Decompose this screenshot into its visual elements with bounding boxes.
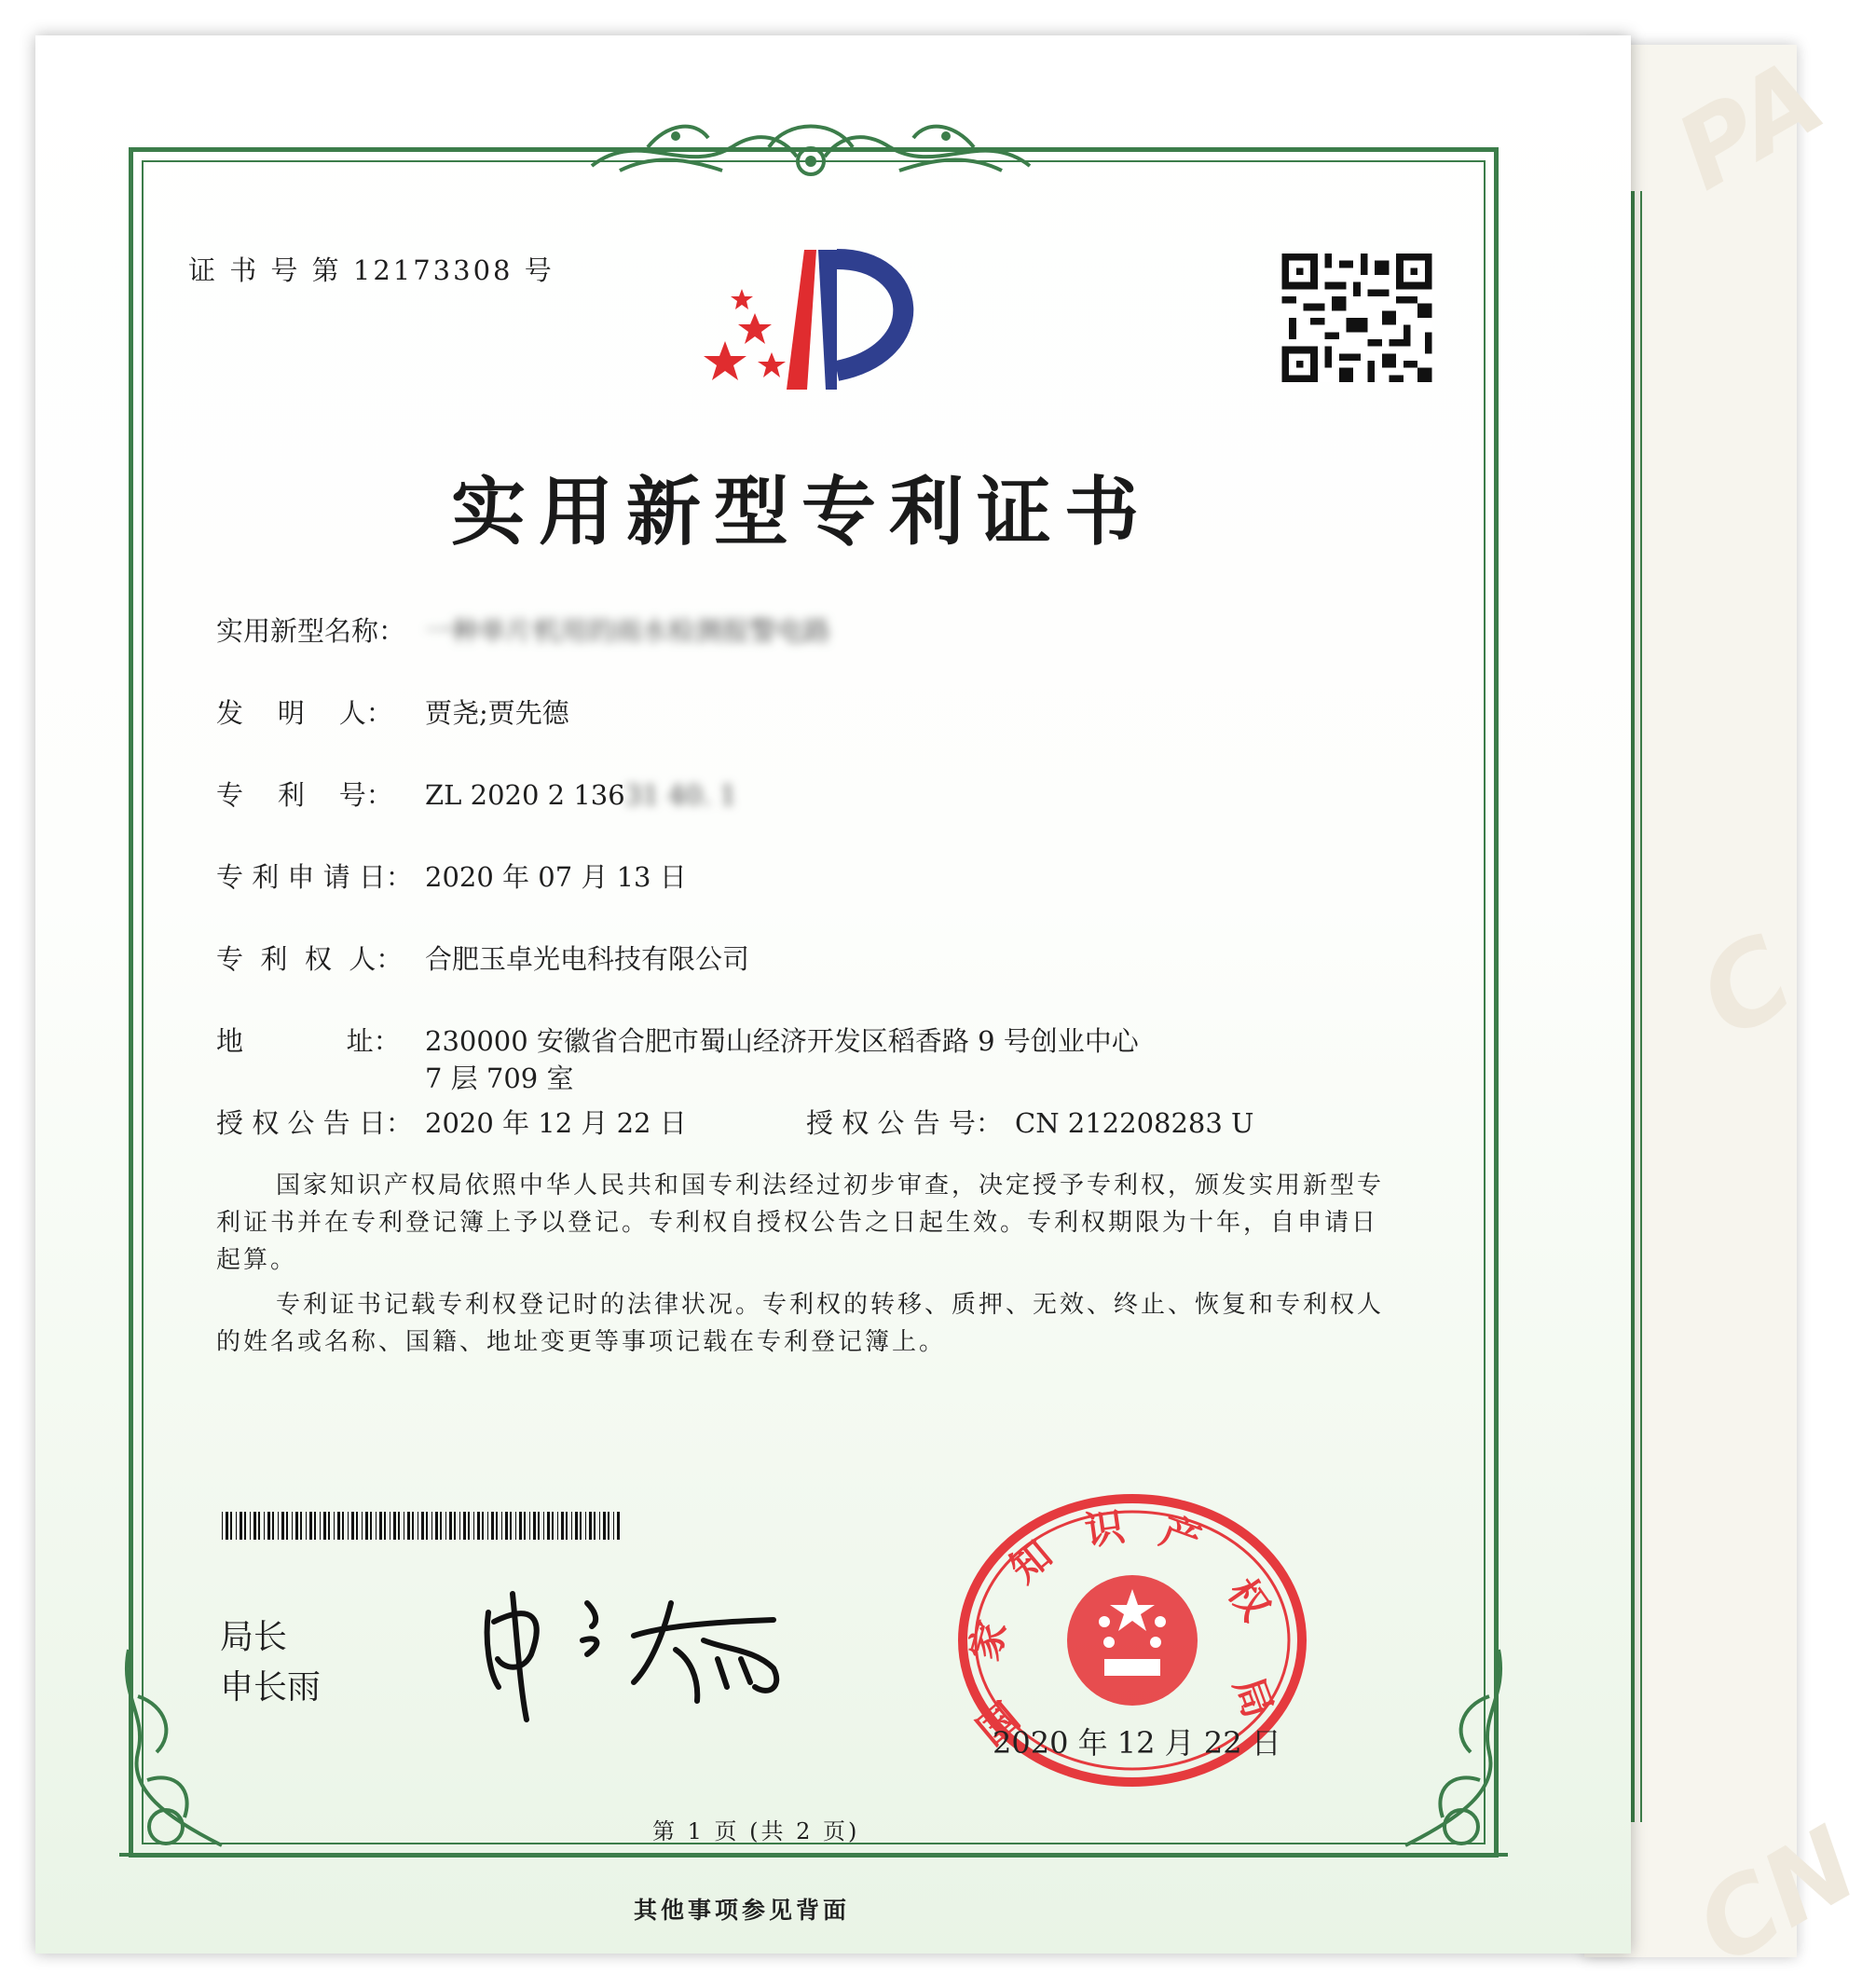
barcode-bar — [547, 1512, 550, 1540]
barcode-bar — [412, 1512, 414, 1540]
barcode-bar — [561, 1512, 564, 1540]
back-watermark-top: PA — [1657, 36, 1843, 213]
qr-code — [1281, 254, 1432, 382]
barcode-bar — [236, 1512, 237, 1540]
barcode-bar — [286, 1512, 288, 1540]
barcode-bar — [323, 1512, 326, 1540]
barcode-bar — [267, 1512, 270, 1540]
barcode-bar — [552, 1512, 554, 1540]
utility-model-name-value: 一种单片机用的雨水检测报警电路 — [425, 615, 831, 647]
barcode-bar — [575, 1512, 578, 1540]
field-inventor — [216, 692, 569, 731]
back-watermark-mid: C — [1678, 911, 1814, 1064]
utility-model-name-label: 实用新型名称： — [216, 615, 406, 647]
barcode-bar — [571, 1512, 572, 1540]
footer-note: 其他事项参见背面 — [634, 1897, 851, 1924]
barcode-bar — [566, 1512, 568, 1540]
legal-paragraph-2: 专利证书记载专利权登记时的法律状况。专利权的转移、质押、无效、终止、恢复和专利权人的姓名或名称、国籍、地址变更等事项记载在专利登记簿上。 — [216, 1291, 1385, 1356]
barcode-bar — [292, 1512, 293, 1540]
svg-text:权: 权 — [1219, 1570, 1280, 1629]
barcode-bar — [407, 1512, 410, 1540]
svg-text:国: 国 — [968, 1693, 1028, 1755]
patent-number-label: 专 利 号： — [216, 779, 393, 811]
field-patentee — [216, 939, 749, 977]
inventor-label: 发 明 人： — [216, 697, 393, 729]
barcode-bar — [393, 1512, 396, 1540]
barcode-bar — [585, 1512, 586, 1540]
certificate-number: 证 书 号 第 12173308 号 — [188, 254, 555, 286]
barcode-bar — [431, 1512, 432, 1540]
address-line-2: 7 层 709 室 — [425, 1063, 574, 1094]
page-number: 第 1 页 (共 2 页) — [652, 1818, 860, 1844]
barcode-bar — [379, 1512, 382, 1540]
barcode-bar — [459, 1512, 460, 1540]
barcode-bar — [278, 1512, 279, 1540]
barcode-bar — [365, 1512, 368, 1540]
barcode-bar — [510, 1512, 512, 1540]
barcode-bar — [370, 1512, 372, 1540]
barcode-bar — [543, 1512, 544, 1540]
legal-paragraph-1: 国家知识产权局依照中华人民共和国专利法经过初步审查，决定授予专利权，颁发实用新型专利证书并在专利登记簿上予以登记。专利权自授权公告之日起生效。专利权期限为十年，自申请日起算。 — [216, 1172, 1385, 1274]
barcode-bar — [362, 1512, 363, 1540]
grant-date-label: 授 权 公 告 日： — [216, 1107, 413, 1139]
director-name: 申长雨 — [220, 1668, 322, 1707]
barcode-bar — [440, 1512, 442, 1540]
inventor-value: 贾尧;贾先德 — [425, 697, 569, 729]
patentee-value: 合肥玉卓光电科技有限公司 — [425, 943, 750, 975]
barcode-bar — [594, 1512, 596, 1540]
field-address — [216, 1021, 1139, 1059]
address-label: 地 址： — [216, 1025, 401, 1057]
barcode-bar — [281, 1512, 284, 1540]
barcode-bar — [421, 1512, 424, 1540]
barcode-bar — [320, 1512, 321, 1540]
svg-text:知: 知 — [1001, 1531, 1061, 1592]
barcode-bar — [473, 1512, 474, 1540]
barcode-bar — [272, 1512, 274, 1540]
barcode-bar — [250, 1512, 251, 1540]
barcode-bar — [426, 1512, 428, 1540]
back-page-border-inner — [1640, 191, 1642, 1822]
patent-number-obscured: 31 40. 1 — [624, 779, 737, 811]
barcode-bar — [454, 1512, 456, 1540]
barcode-bar — [505, 1512, 508, 1540]
barcode-bar — [487, 1512, 488, 1540]
grant-number-value: CN 212208283 U — [1015, 1107, 1254, 1139]
filing-date-label: 专 利 申 请 日： — [216, 861, 413, 893]
certificate-title: 实用新型专利证书 — [451, 468, 1152, 555]
barcode-bar — [608, 1512, 609, 1540]
barcode-bar — [348, 1512, 349, 1540]
director-title: 局长 — [220, 1618, 288, 1656]
barcode-bar — [519, 1512, 522, 1540]
back-watermark-bottom: CN — [1677, 1803, 1876, 1988]
barcode-bar — [435, 1512, 438, 1540]
barcode-bar — [230, 1512, 232, 1540]
barcode-bar — [501, 1512, 502, 1540]
barcode-bar — [538, 1512, 540, 1540]
barcode-bar — [603, 1512, 606, 1540]
barcode-bar — [384, 1512, 386, 1540]
barcode-bar — [253, 1512, 256, 1540]
director-signature — [475, 1584, 811, 1724]
barcode-bar — [468, 1512, 470, 1540]
barcode-bar — [258, 1512, 260, 1540]
cnipa-logo-icon — [697, 240, 939, 399]
barcode-bar — [351, 1512, 354, 1540]
barcode-bar — [334, 1512, 335, 1540]
barcode-bar — [337, 1512, 340, 1540]
barcode-bar — [449, 1512, 452, 1540]
barcode-bar — [491, 1512, 494, 1540]
svg-text:识: 识 — [1082, 1503, 1128, 1555]
barcode — [222, 1512, 618, 1540]
filing-date-value: 2020 年 07 月 13 日 — [425, 861, 687, 893]
barcode-bar — [482, 1512, 484, 1540]
barcode-bar — [524, 1512, 526, 1540]
patentee-label: 专 利 权 人： — [216, 943, 404, 975]
address-line-1: 230000 安徽省合肥市蜀山经济开发区稻香路 9 号创业中心 — [425, 1025, 1139, 1057]
barcode-bar — [445, 1512, 446, 1540]
field-patent-number — [216, 775, 737, 813]
field-grant-number — [806, 1103, 1254, 1141]
barcode-bar — [589, 1512, 592, 1540]
barcode-bar — [240, 1512, 242, 1540]
field-utility-model-name — [216, 610, 830, 649]
patent-number-value: ZL 2020 2 136 — [425, 779, 625, 811]
director-block — [220, 1612, 321, 1713]
svg-text:产: 产 — [1154, 1507, 1207, 1565]
barcode-bar — [300, 1512, 302, 1540]
barcode-bar — [356, 1512, 358, 1540]
barcode-bar — [496, 1512, 498, 1540]
barcode-bar — [244, 1512, 246, 1540]
barcode-bar — [398, 1512, 400, 1540]
barcode-bar — [295, 1512, 298, 1540]
barcode-bar — [314, 1512, 316, 1540]
barcode-bar — [376, 1512, 377, 1540]
barcode-bar — [342, 1512, 344, 1540]
barcode-bar — [477, 1512, 480, 1540]
field-filing-date — [216, 857, 687, 895]
barcode-bar — [309, 1512, 312, 1540]
barcode-bar — [226, 1512, 228, 1540]
grant-number-label: 授 权 公 告 号： — [806, 1107, 1003, 1139]
barcode-bar — [580, 1512, 582, 1540]
barcode-bar — [328, 1512, 330, 1540]
svg-text:家: 家 — [961, 1615, 1016, 1666]
corner-ornament-right — [1387, 1640, 1517, 1864]
field-grant-date — [216, 1103, 687, 1141]
barcode-bar — [557, 1512, 558, 1540]
grant-date-value: 2020 年 12 月 22 日 — [425, 1107, 687, 1139]
barcode-bar — [599, 1512, 600, 1540]
barcode-bar — [613, 1512, 614, 1540]
svg-text:局: 局 — [1225, 1670, 1282, 1724]
barcode-bar — [515, 1512, 516, 1540]
seal-date: 2020 年 12 月 22 日 — [993, 1725, 1281, 1761]
barcode-bar — [529, 1512, 530, 1540]
barcode-bar — [463, 1512, 466, 1540]
barcode-bar — [533, 1512, 536, 1540]
barcode-bar — [306, 1512, 307, 1540]
barcode-bar — [222, 1512, 223, 1540]
barcode-bar — [264, 1512, 265, 1540]
barcode-bar — [617, 1512, 620, 1540]
top-ornament — [582, 110, 1039, 185]
